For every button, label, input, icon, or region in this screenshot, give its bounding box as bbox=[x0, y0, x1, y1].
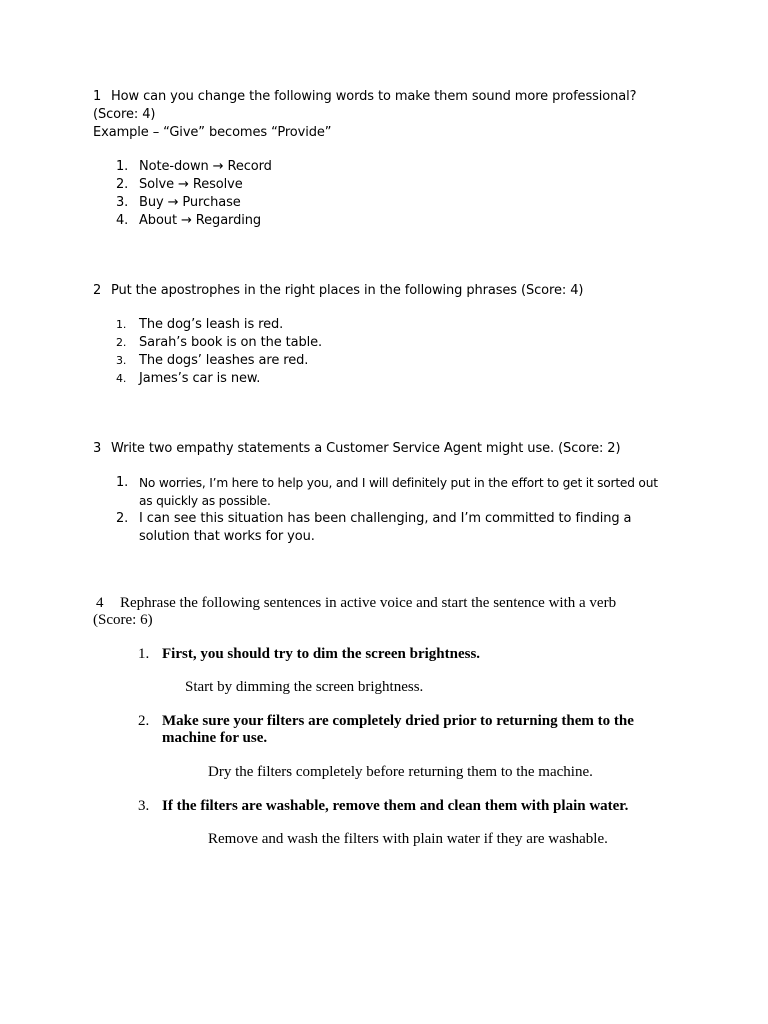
list-item bbox=[93, 352, 693, 370]
list-item-text: I can see this situation has been challenging, and I’m committed to finding a solution that works for you. bbox=[139, 511, 632, 544]
list-item bbox=[93, 158, 693, 176]
list-item bbox=[93, 370, 693, 388]
question-2 bbox=[93, 282, 693, 300]
sentence-answer-2: Dry the filters completely before returning them to the machine. bbox=[208, 764, 593, 780]
list-item bbox=[93, 176, 693, 194]
question-2-text: Put the apostrophes in the right places in the following phrases (Score: 4) bbox=[111, 283, 584, 298]
list-item-text: Buy → Purchase bbox=[139, 195, 241, 210]
list-item bbox=[93, 474, 673, 510]
question-1-text: How can you change the following words to make them sound more professional? bbox=[111, 89, 637, 104]
list-item-number: 1. bbox=[116, 475, 129, 490]
question-2-answers bbox=[93, 316, 693, 388]
list-item-number: 3. bbox=[116, 195, 129, 210]
list-item bbox=[93, 316, 693, 334]
list-item-text: The dogs’ leashes are red. bbox=[139, 353, 309, 368]
sentence-item-number: 2. bbox=[138, 713, 150, 729]
list-item-text: About → Regarding bbox=[139, 213, 262, 228]
question-2-number: 2 bbox=[93, 283, 102, 298]
sentence-item-text: If the filters are washable, remove them and clean them with plain water. bbox=[162, 798, 629, 814]
list-item-number: 2. bbox=[116, 511, 129, 526]
sentence-answer-3: Remove and wash the filters with plain water if they are washable. bbox=[208, 831, 608, 847]
question-3-text: Write two empathy statements a Customer Service Agent might use. (Score: 2) bbox=[111, 441, 621, 456]
list-item bbox=[93, 510, 673, 546]
question-4-prompt bbox=[93, 595, 693, 612]
sentence-item-2 bbox=[138, 713, 668, 747]
list-item bbox=[93, 194, 693, 212]
question-1-number: 1 bbox=[93, 89, 102, 104]
question-2-prompt bbox=[93, 282, 693, 300]
question-3-answers bbox=[93, 474, 673, 546]
question-4-score: (Score: 6) bbox=[93, 612, 153, 628]
question-4-number: 4 bbox=[96, 595, 104, 611]
sentence-answer-1: Start by dimming the screen brightness. bbox=[185, 679, 424, 695]
list-item-text: Sarah’s book is on the table. bbox=[139, 335, 323, 350]
question-4-text: Rephrase the following sentences in active voice and start the sentence with a verb bbox=[120, 595, 617, 611]
list-item-number: 2. bbox=[116, 336, 127, 349]
question-4 bbox=[93, 595, 693, 629]
list-item-number: 1. bbox=[116, 159, 129, 174]
list-item-number: 4. bbox=[116, 372, 127, 385]
question-1-score: (Score: 4) bbox=[93, 107, 156, 122]
list-item-text: Note-down → Record bbox=[139, 159, 272, 174]
list-item-text: Solve → Resolve bbox=[139, 177, 243, 192]
list-item bbox=[93, 334, 693, 352]
sentence-item-text: First, you should try to dim the screen brightness. bbox=[162, 646, 481, 662]
question-1 bbox=[93, 88, 693, 142]
question-1-prompt bbox=[93, 88, 693, 106]
question-3-prompt bbox=[93, 440, 693, 458]
list-item bbox=[93, 212, 693, 230]
list-item-text: No worries, I’m here to help you, and I will definitely put in the effort to get it sorted out as quickly as possible. bbox=[139, 476, 658, 508]
question-3-number: 3 bbox=[93, 441, 102, 456]
question-3 bbox=[93, 440, 693, 458]
list-item-number: 3. bbox=[116, 354, 127, 367]
list-item-number: 2. bbox=[116, 177, 129, 192]
question-1-answers bbox=[93, 158, 693, 230]
sentence-item-1 bbox=[138, 646, 668, 663]
sentence-item-text: Make sure your filters are completely dried prior to returning them to the machine for use. bbox=[162, 713, 634, 746]
list-item-text: The dog’s leash is red. bbox=[139, 317, 284, 332]
list-item-number: 4. bbox=[116, 213, 129, 228]
list-item-text: James’s car is new. bbox=[139, 371, 261, 386]
list-item-number: 1. bbox=[116, 318, 127, 331]
sentence-item-number: 1. bbox=[138, 646, 150, 662]
question-1-example: Example – “Give” becomes “Provide” bbox=[93, 125, 332, 140]
sentence-item-number: 3. bbox=[138, 798, 150, 814]
sentence-item-3 bbox=[138, 798, 668, 815]
